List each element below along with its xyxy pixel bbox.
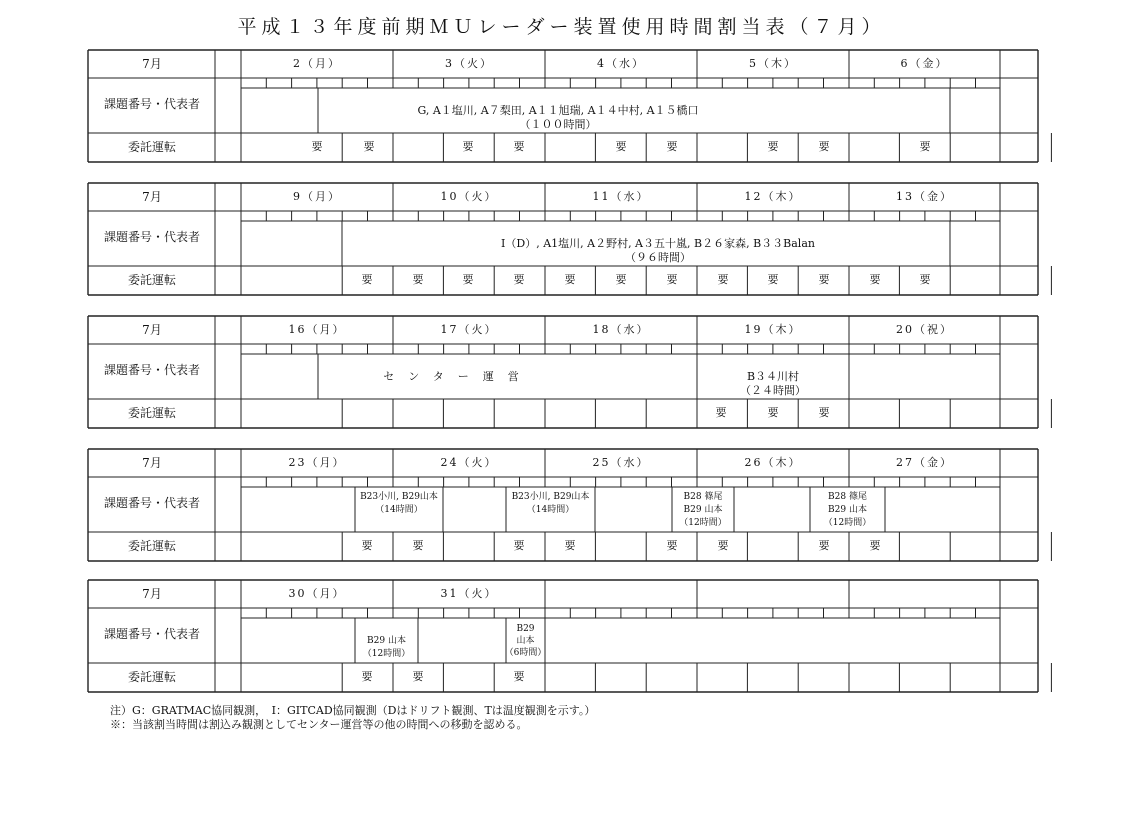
day-header: 17（火） bbox=[440, 323, 498, 336]
required-mark: 要 bbox=[717, 273, 729, 286]
required-mark: 要 bbox=[715, 406, 727, 419]
assignment-text: G, A１塩川, A７梨田, A１１旭瑞, A１４中村, A１５橋口 bbox=[417, 104, 699, 117]
day-header: 11（水） bbox=[592, 190, 650, 203]
required-mark: 要 bbox=[717, 539, 729, 552]
project-text: （14時間） bbox=[526, 505, 575, 515]
day-header: 19（木） bbox=[744, 323, 802, 336]
project-text: B29 bbox=[516, 624, 535, 634]
required-mark: 要 bbox=[818, 140, 830, 153]
day-header: 2（月） bbox=[293, 57, 341, 70]
consigned-row-label: 委託運転 bbox=[127, 539, 177, 553]
project-text: B23小川, B29山本 bbox=[511, 492, 590, 502]
project-text: B28 篠尾 bbox=[683, 492, 723, 502]
required-mark: 要 bbox=[666, 140, 678, 153]
footnote-1: 注）G：GRATMAC協同観測， I：GITCAD協同観測（Dはドリフト観測、Tは温度観測を示す。） bbox=[110, 704, 596, 717]
week-grid bbox=[88, 580, 1038, 692]
consigned-row-label: 委託運転 bbox=[127, 670, 177, 684]
assignment-text: B３４川村 bbox=[746, 370, 800, 383]
required-mark: 要 bbox=[869, 273, 881, 286]
project-text: B29 山本 bbox=[683, 505, 723, 515]
assignment-hours: （２４時間） bbox=[740, 384, 806, 397]
day-header: 27（金） bbox=[896, 456, 953, 469]
required-mark: 要 bbox=[818, 406, 830, 419]
day-header: 26（木） bbox=[744, 456, 802, 469]
required-mark: 要 bbox=[412, 273, 424, 286]
day-header: 25（水） bbox=[592, 456, 650, 469]
project-row-label: 課題番号・代表者 bbox=[103, 496, 201, 510]
month-label: 7月 bbox=[142, 190, 162, 204]
required-mark: 要 bbox=[615, 140, 627, 153]
week-table bbox=[88, 580, 1038, 692]
day-header: 30（月） bbox=[288, 587, 346, 600]
assignment-hours: （１００時間） bbox=[519, 118, 597, 131]
day-header: 3（火） bbox=[445, 57, 493, 70]
project-text: （12時間） bbox=[823, 518, 872, 528]
consigned-row-label: 委託運転 bbox=[127, 140, 177, 154]
day-header: 5（木） bbox=[749, 57, 797, 70]
required-mark: 要 bbox=[818, 273, 830, 286]
page-title: 平成１３年度前期ＭＵレーダー装置使用時間割当表（７月） bbox=[237, 16, 886, 38]
required-mark: 要 bbox=[767, 140, 779, 153]
project-text: B23小川, B29山本 bbox=[360, 492, 438, 502]
required-mark: 要 bbox=[361, 539, 373, 552]
project-text: （12時間） bbox=[679, 518, 727, 528]
project-text: （14時間） bbox=[375, 505, 423, 515]
required-mark: 要 bbox=[767, 273, 779, 286]
required-mark: 要 bbox=[513, 140, 525, 153]
week-table bbox=[88, 183, 1038, 295]
required-mark: 要 bbox=[513, 539, 525, 552]
footnotes bbox=[110, 704, 595, 732]
required-mark: 要 bbox=[869, 539, 881, 552]
consigned-row-label: 委託運転 bbox=[127, 273, 177, 287]
assignment-hours: （９６時間） bbox=[625, 251, 691, 264]
required-mark: 要 bbox=[767, 406, 779, 419]
day-header: 20（祝） bbox=[896, 323, 953, 336]
required-mark: 要 bbox=[412, 539, 424, 552]
required-mark: 要 bbox=[361, 273, 373, 286]
day-header: 13（金） bbox=[896, 190, 953, 203]
week-table bbox=[88, 50, 1038, 162]
month-label: 7月 bbox=[142, 456, 162, 470]
week-table bbox=[88, 316, 1038, 428]
required-mark: 要 bbox=[311, 140, 323, 153]
required-mark: 要 bbox=[363, 140, 375, 153]
project-text: B29 山本 bbox=[828, 505, 867, 515]
required-mark: 要 bbox=[919, 273, 931, 286]
day-header: 10（火） bbox=[440, 190, 498, 203]
project-row-label: 課題番号・代表者 bbox=[103, 97, 201, 111]
day-header: 24（火） bbox=[440, 456, 498, 469]
required-mark: 要 bbox=[564, 539, 576, 552]
month-label: 7月 bbox=[142, 587, 162, 601]
center-operation-text: センター運営 bbox=[383, 370, 533, 383]
day-header: 18（水） bbox=[592, 323, 650, 336]
project-text: 山本 bbox=[516, 636, 535, 646]
required-mark: 要 bbox=[564, 273, 576, 286]
day-header: 23（月） bbox=[288, 456, 346, 469]
assignment-text: I（D）, A1塩川, A２野村, A３五十嵐, B２６家森, B３３Balan bbox=[501, 237, 815, 250]
day-header: 6（金） bbox=[900, 57, 949, 70]
project-text: （12時間） bbox=[362, 649, 411, 659]
month-label: 7月 bbox=[142, 57, 162, 71]
day-header: 16（月） bbox=[288, 323, 346, 336]
month-label: 7月 bbox=[142, 323, 162, 337]
required-mark: 要 bbox=[666, 273, 678, 286]
required-mark: 要 bbox=[513, 670, 525, 683]
required-mark: 要 bbox=[462, 273, 474, 286]
day-header: 12（木） bbox=[744, 190, 802, 203]
required-mark: 要 bbox=[919, 140, 931, 153]
project-row-label: 課題番号・代表者 bbox=[103, 627, 201, 641]
day-header: 31（火） bbox=[440, 587, 498, 600]
required-mark: 要 bbox=[513, 273, 525, 286]
consigned-row-label: 委託運転 bbox=[127, 406, 177, 420]
day-header: 4（水） bbox=[597, 57, 645, 70]
project-text: B28 篠尾 bbox=[828, 492, 867, 502]
footnote-2: ※：当該割当時間は割込み観測としてセンター運営等の他の時間への移動を認める。 bbox=[110, 718, 528, 731]
required-mark: 要 bbox=[615, 273, 627, 286]
required-mark: 要 bbox=[361, 670, 373, 683]
project-text: B29 山本 bbox=[367, 636, 406, 646]
day-header: 9（月） bbox=[293, 190, 341, 203]
required-mark: 要 bbox=[818, 539, 830, 552]
project-row-label: 課題番号・代表者 bbox=[103, 230, 201, 244]
week-table bbox=[88, 449, 1038, 561]
project-text: （6時間） bbox=[504, 648, 547, 658]
required-mark: 要 bbox=[666, 539, 678, 552]
required-mark: 要 bbox=[412, 670, 424, 683]
required-mark: 要 bbox=[462, 140, 474, 153]
project-row-label: 課題番号・代表者 bbox=[103, 363, 201, 377]
